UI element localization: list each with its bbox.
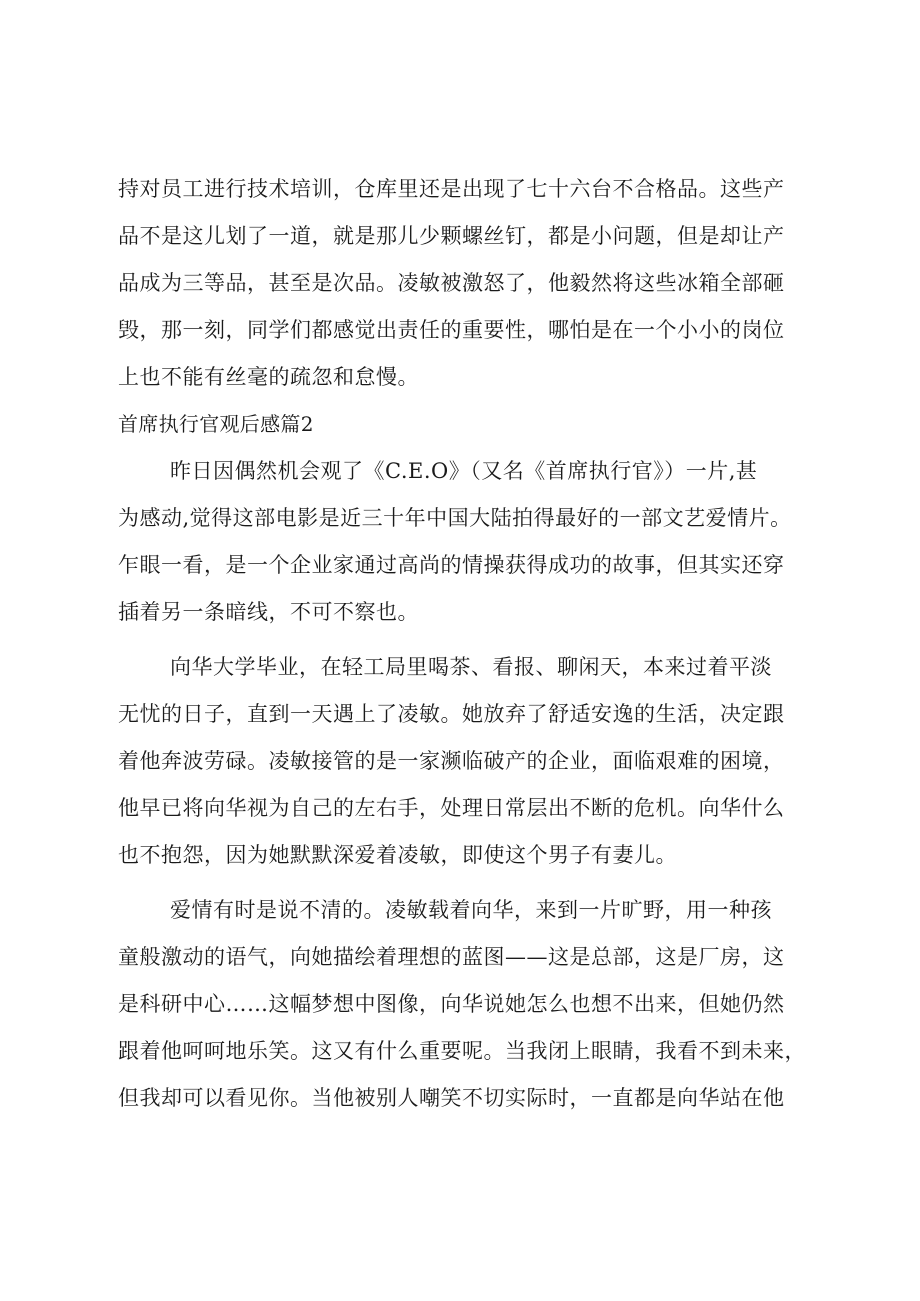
text-line: 是科研中心……这幅梦想中图像，向华说她怎么也想不出来，但她仍然 [118, 992, 785, 1016]
text-line: 毁，那一刻，同学们都感觉出责任的重要性，哪怕是在一个小小的岗位 [118, 318, 785, 342]
text-line: 品不是这儿划了一道，就是那儿少颗螺丝钉，都是小问题，但是却让产 [118, 224, 785, 248]
document-body [118, 166, 838, 1122]
paragraph-2 [118, 644, 838, 879]
text-line: 昨日因偶然机会观了《C.E.O》（又名《首席执行官》）一片,甚 [170, 459, 758, 483]
text-line: 跟着他呵呵地乐笑。这又有什么重要呢。当我闭上眼睛，我看不到未来， [118, 1039, 806, 1063]
paragraph-1 [118, 448, 838, 636]
text-line: 上也不能有丝毫的疏忽和怠慢。 [118, 365, 419, 389]
paragraph-3 [118, 887, 838, 1122]
text-line: 插着另一条暗线，不可不察也。 [118, 600, 419, 624]
text-line: 乍眼一看，是一个企业家通过高尚的情操获得成功的故事，但其实还穿 [118, 553, 785, 577]
text-line: 童般激动的语气，向她描绘着理想的蓝图——这是总部，这是厂房，这 [118, 945, 785, 969]
text-line: 品成为三等品，甚至是次品。凌敏被激怒了，他毅然将这些冰箱全部砸 [118, 271, 785, 295]
text-line: 也不抱怨，因为她默默深爱着凌敏，即使这个男子有妻儿。 [118, 843, 677, 867]
section1-tail [118, 166, 838, 401]
text-line: 持对员工进行技术培训，仓库里还是出现了七十六台不合格品。这些产 [118, 177, 785, 201]
section-heading: 首席执行官观后感篇2 [118, 412, 314, 436]
text-line: 为感动,觉得这部电影是近三十年中国大陆拍得最好的一部文艺爱情片。 [118, 506, 792, 530]
paragraph-gap [118, 636, 838, 644]
text-line: 他早已将向华视为自己的左右手，处理日常层出不断的危机。向华什么 [118, 796, 785, 820]
text-line: 无忧的日子，直到一天遇上了凌敏。她放弃了舒适安逸的生活，决定跟 [118, 702, 785, 726]
text-line: 但我却可以看见你。当他被别人嘲笑不切实际时，一直都是向华站在他 [118, 1086, 785, 1110]
paragraph-gap [118, 879, 838, 887]
text-line: 爱情有时是说不清的。凌敏载着向华，来到一片旷野，用一种孩 [170, 898, 772, 922]
text-line: 着他奔波劳碌。凌敏接管的是一家濒临破产的企业，面临艰难的困境， [118, 749, 785, 773]
text-line: 向华大学毕业，在轻工局里喝茶、看报、聊闲天，本来过着平淡 [170, 655, 772, 679]
